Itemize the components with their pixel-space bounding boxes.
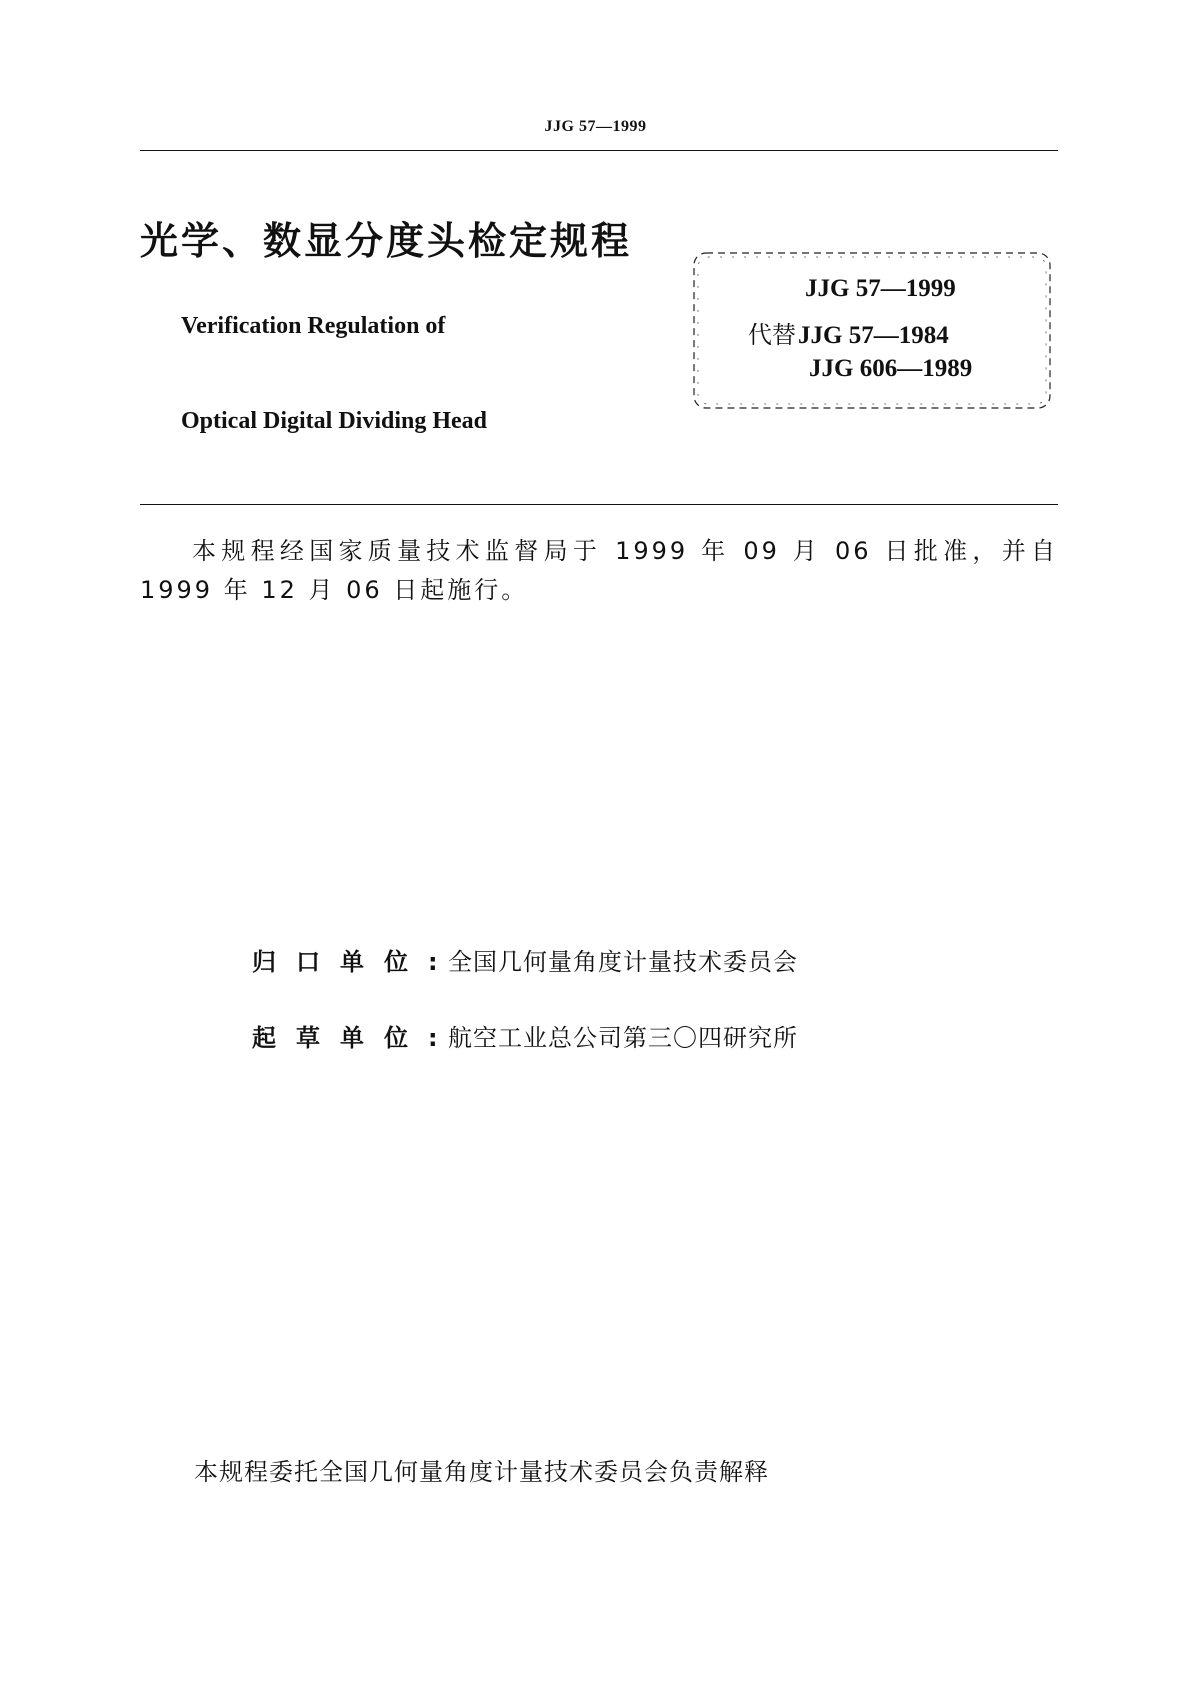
drafting-unit-value: 航空工业总公司第三〇四研究所 — [448, 1024, 798, 1052]
responsible-unit-label: 归口单位: — [252, 948, 458, 976]
approval-paragraph: 本规程经国家质量技术监督局于 1999 年 09 月 06 日批准，并自 1999 年 12 月 06 日起施行。 — [140, 537, 1058, 604]
drafting-unit-label: 起草单位: — [252, 1024, 458, 1052]
interpretation-note: 本规程委托全国几何量角度计量技术委员会负责解释 — [194, 1458, 769, 1486]
title-english-line2: Optical Digital Dividing Head — [181, 408, 488, 434]
responsible-unit-row — [252, 942, 798, 977]
code-box-current-code: JJG 57—1999 — [805, 275, 956, 302]
header-standard-code: JJG 57—1999 — [544, 118, 647, 135]
responsible-unit-value: 全国几何量角度计量技术委员会 — [448, 948, 798, 976]
title-section-rule — [140, 504, 1058, 505]
replaced-code-2: JJG 606—1989 — [809, 355, 973, 382]
header-rule — [140, 150, 1058, 151]
code-box-replaces-row — [748, 315, 949, 350]
title-chinese: 光学、数显分度头检定规程 — [140, 219, 633, 263]
replaced-code-1: JJG 57—1984 — [798, 322, 949, 349]
replaces-label: 代替 — [748, 321, 796, 349]
drafting-unit-row — [252, 1018, 798, 1053]
title-english-line1: Verification Regulation of — [181, 313, 446, 339]
standard-code-box — [692, 251, 1052, 410]
